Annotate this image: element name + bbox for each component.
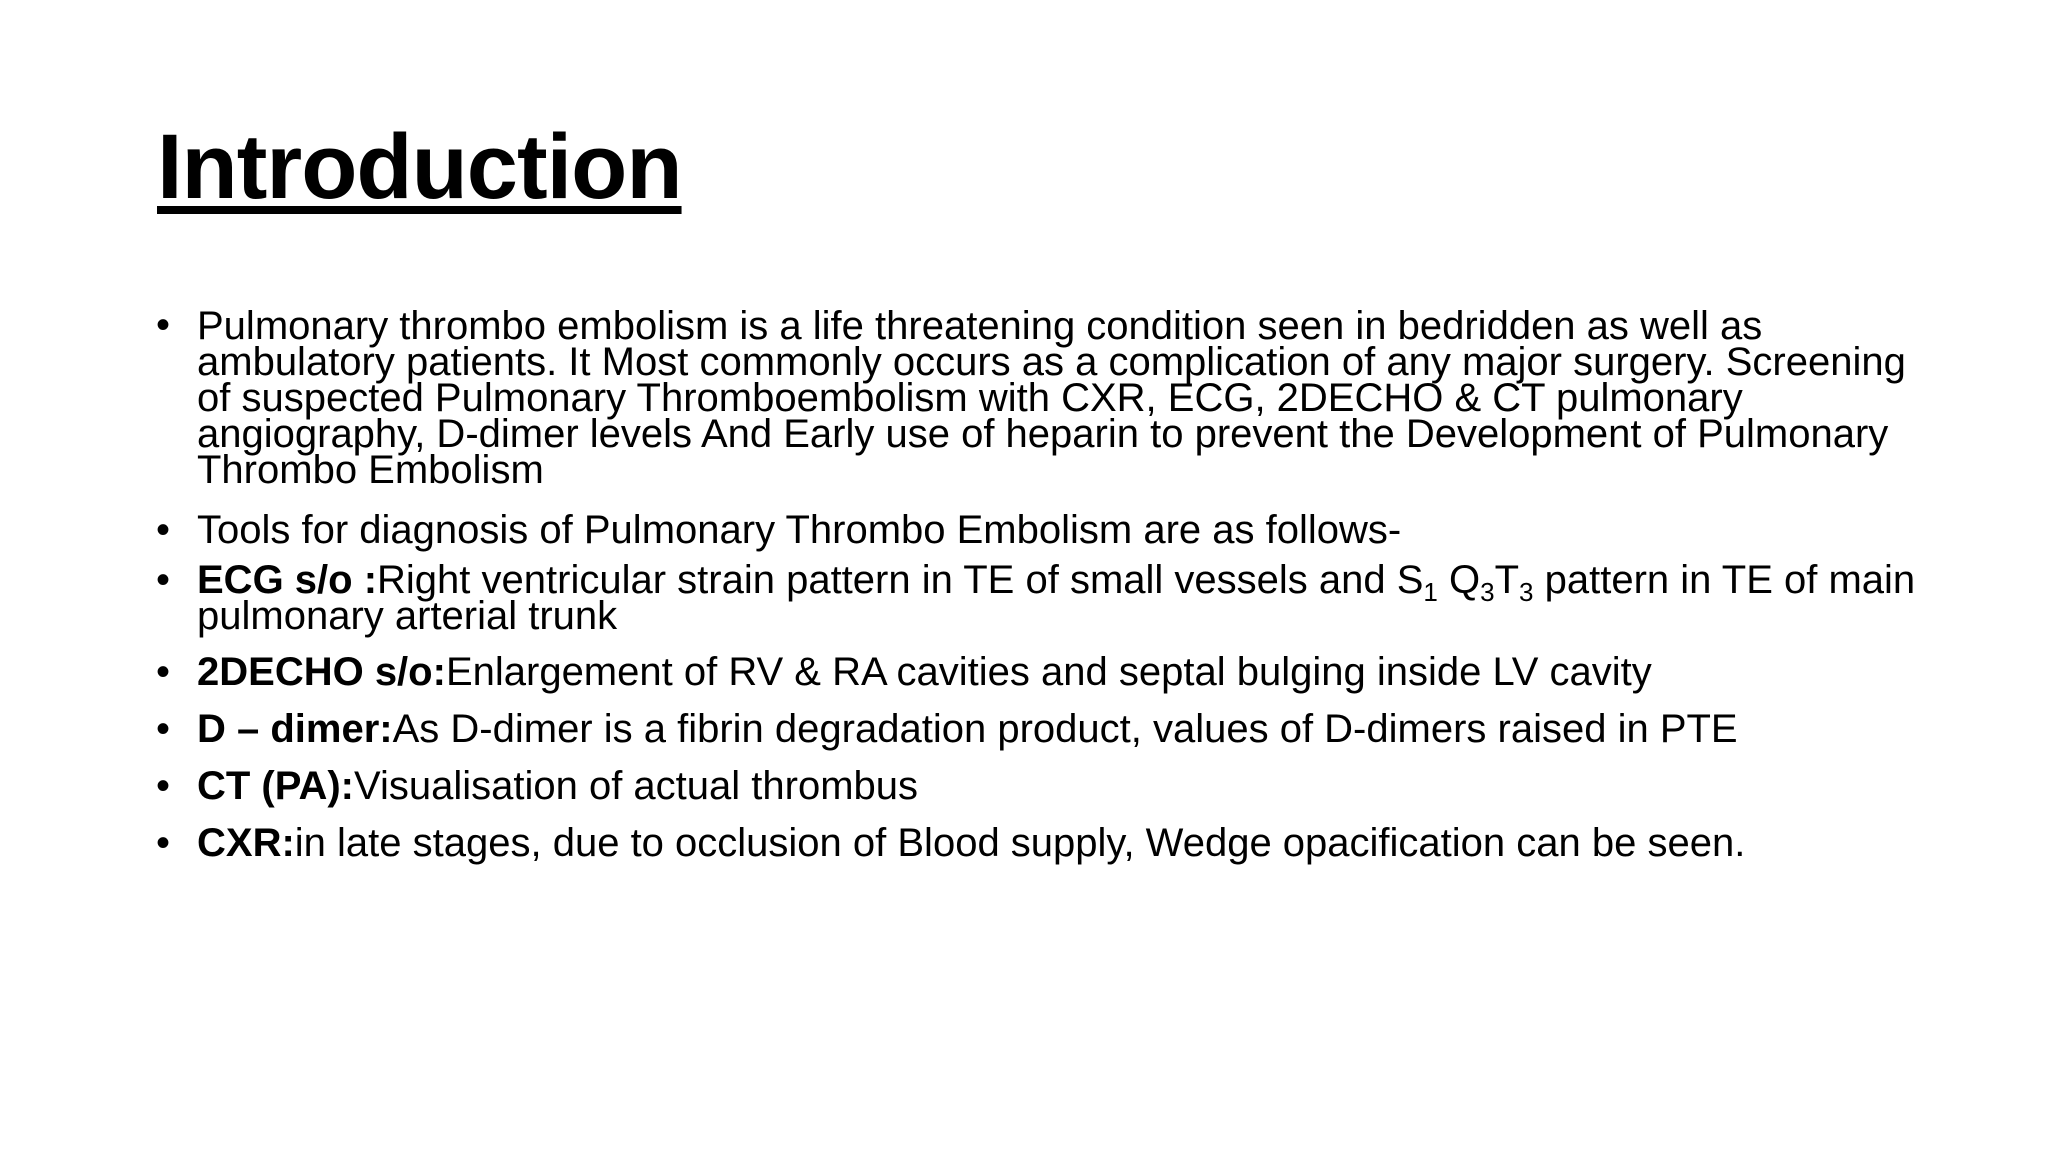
bullet-label: CT (PA):	[197, 764, 354, 808]
bullet-item-overview	[156, 303, 1916, 492]
bullet-item-2decho	[156, 648, 1916, 696]
bullet-label: 2DECHO s/o:	[197, 650, 446, 694]
bullet-marker: •	[156, 558, 171, 602]
bullet-label: D – dimer:	[197, 707, 393, 751]
bullet-label: ECG s/o :	[197, 558, 378, 602]
bullet-text: T	[1494, 558, 1520, 602]
bullet-text: pattern in TE of main pulmonary arterial trunk	[197, 558, 1916, 638]
bullet-text: As D-dimer is a fibrin degradation product, values of D-dimers raised in PTE	[392, 707, 1738, 751]
subscript: 3	[1480, 577, 1495, 607]
bullet-list	[156, 303, 1916, 867]
bullet-text: in late stages, due to occlusion of Blood supply, Wedge opacification can be seen.	[294, 821, 1746, 865]
bullet-marker: •	[156, 764, 171, 808]
bullet-text: Right ventricular strain pattern in TE of small vessels and S	[377, 558, 1424, 602]
bullet-text: Visualisation of actual thrombus	[354, 764, 919, 808]
slide-title: Introduction	[157, 116, 682, 218]
bullet-marker: •	[156, 821, 171, 865]
bullet-item-ecg	[156, 558, 1916, 638]
bullet-item-tools	[156, 506, 1916, 554]
bullet-marker: •	[156, 303, 171, 347]
subscript: 3	[1519, 577, 1534, 607]
bullet-item-ct-pa	[156, 762, 1916, 810]
bullet-text: Enlargement of RV & RA cavities and septal bulging inside LV cavity	[445, 650, 1652, 694]
bullet-marker: •	[156, 508, 171, 552]
bullet-text: Q	[1437, 558, 1481, 602]
bullet-text: Tools for diagnosis of Pulmonary Thrombo Embolism are as follows-	[197, 508, 1402, 552]
bullet-item-d-dimer	[156, 705, 1916, 753]
bullet-text: Pulmonary thrombo embolism is a life threatening condition seen in bedridden as well as ambulatory patients. It Most commonly occurs as a complication of any major surgery. Screening of suspected Pulmonary Thromboembolism with CXR, ECG, 2DECHO & CT pulmonary angiography, D-dimer levels And Early use of heparin to prevent the Development of Pulmonary Thrombo Embolism	[197, 304, 1906, 492]
bullet-item-cxr	[156, 819, 1916, 867]
bullet-marker: •	[156, 707, 171, 751]
subscript: 1	[1423, 577, 1438, 607]
bullet-marker: •	[156, 650, 171, 694]
bullet-label: CXR:	[197, 821, 295, 865]
